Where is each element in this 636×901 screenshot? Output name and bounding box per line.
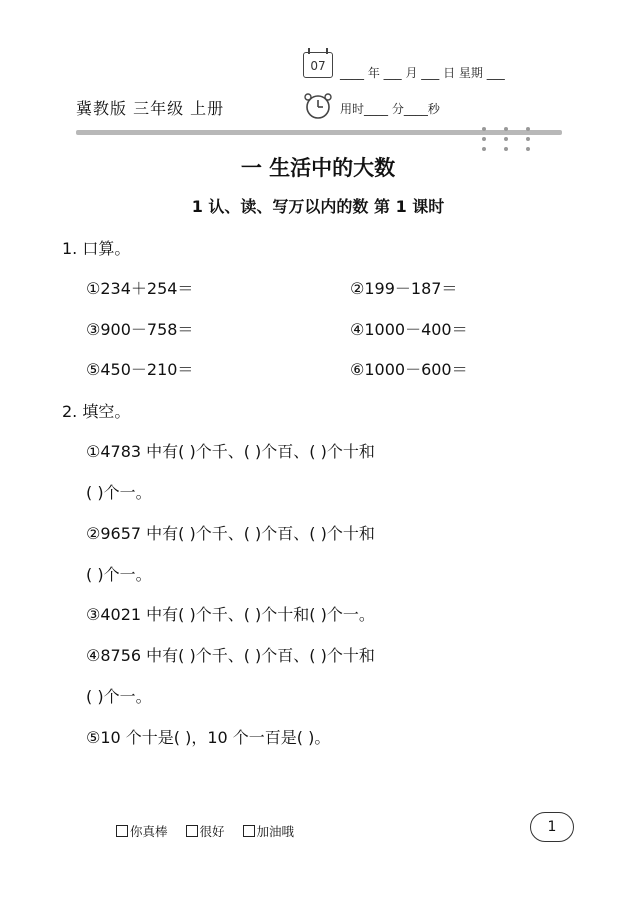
checkbox[interactable] bbox=[116, 825, 128, 837]
date-line: ____ 年 ___ 月 ___ 日 星期 ___ bbox=[340, 66, 505, 80]
fill-line: ( )个一。 bbox=[86, 483, 152, 502]
calc-item: ④1000－400＝ bbox=[350, 320, 468, 339]
option-good[interactable]: 很好 bbox=[186, 824, 225, 839]
calc-item: ⑤450－210＝ bbox=[86, 360, 194, 379]
calc-item: ⑥1000－600＝ bbox=[350, 360, 468, 379]
fill-line: ③4021 中有( )个千、( )个十和( )个一。 bbox=[86, 605, 375, 624]
calendar-icon bbox=[303, 52, 333, 78]
fill-line: ②9657 中有( )个千、( )个百、( )个十和 bbox=[86, 524, 375, 543]
unit-title: 一 生活中的大数 bbox=[240, 156, 396, 180]
decorative-dots bbox=[476, 125, 546, 155]
calc-item: ②199－187＝ bbox=[350, 279, 458, 298]
checkbox[interactable] bbox=[243, 825, 255, 837]
fill-line: ④8756 中有( )个千、( )个百、( )个十和 bbox=[86, 646, 375, 665]
option-excellent[interactable]: 你真棒 bbox=[116, 824, 168, 839]
page-number: 1 bbox=[530, 812, 574, 842]
book-info: 冀教版 三年级 上册 bbox=[76, 99, 225, 118]
question-1-heading: 1. 口算。 bbox=[62, 239, 131, 258]
lesson-title: 1 认、读、写万以内的数 第 1 课时 bbox=[191, 197, 445, 216]
fill-line: ( )个一。 bbox=[86, 687, 152, 706]
question-2-heading: 2. 填空。 bbox=[62, 402, 131, 421]
option-keep-going[interactable]: 加油哦 bbox=[243, 824, 295, 839]
clock-icon bbox=[303, 92, 333, 120]
time-used-line: 用时____ 分____秒 bbox=[340, 102, 440, 116]
fill-line: ①4783 中有( )个千、( )个百、( )个十和 bbox=[86, 442, 375, 461]
fill-line: ⑤10 个十是( )，10 个一百是( )。 bbox=[86, 728, 331, 747]
calc-item: ③900－758＝ bbox=[86, 320, 194, 339]
self-evaluation bbox=[116, 822, 308, 840]
checkbox[interactable] bbox=[186, 825, 198, 837]
calendar-day: 07 bbox=[310, 59, 326, 73]
fill-line: ( )个一。 bbox=[86, 565, 152, 584]
calc-item: ①234＋254＝ bbox=[86, 279, 194, 298]
